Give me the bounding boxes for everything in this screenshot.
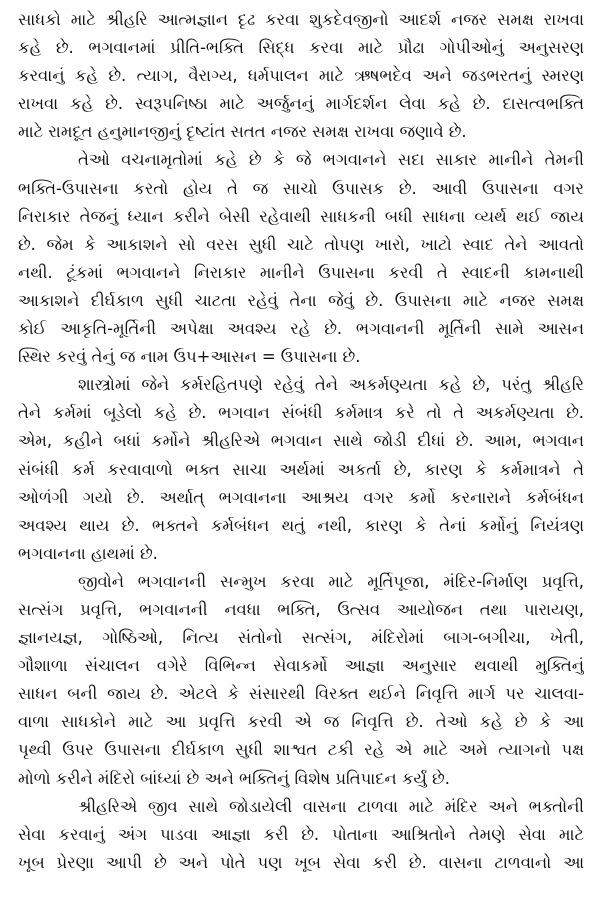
- text-line: ઓળંગી ગયો છે. અર્થાત્ ભગવાનના આશ્રય વગર કર્મો કરનારાને કર્મબંધન: [18, 487, 584, 507]
- text-line: ખૂબ પ્રેરણા આપી છે અને પોતે પણ ખૂબ સેવા કરી છે. વાસના ટાળવાનો આ: [18, 852, 584, 872]
- text-line: નિરાકાર તેજનું ધ્યાન કરીને બેસી રહેવાથી સાધકની બધી સાધના વ્યર્થ થઈ જાય: [18, 206, 584, 226]
- text-line: મોળો કરીને મંદિરો બાંધ્યાં છે અને ભક્તિનું વિશેષ પ્રતિપાદન કર્યું છે.: [18, 768, 450, 788]
- text-line: સંબંધી કર્મ કરવાવાળો ભક્ત સાચા અર્થમાં અકર્તા છે, કારણ કે કર્મમાત્રને તે: [18, 459, 584, 479]
- text-line: શ્રીહરિએ જીવ સાથે જોડાયેલી વાસના ટાળવા માટે મંદિર અને ભક્તોની: [78, 796, 584, 816]
- text-line: સ્થિર કરવું તેનું જ નામ ઉપ+આસન = ઉપાસના છે.: [18, 347, 361, 367]
- text-line: છે. જેમ કે આકાશને સો વરસ સુધી ચાટે તોપણ ખારો, ખાટો સ્વાદ તેને આવતો: [18, 234, 584, 254]
- text-line: સાધકો માટે શ્રીહરિ આત્મજ્ઞાન દૃઢ કરવા શુકદેવજીનો આદર્શ નજર સમક્ષ રાખવા: [18, 10, 584, 29]
- paragraph-5: [18, 793, 584, 877]
- paragraph-2: [18, 146, 584, 371]
- text-line: સેવા કરવાનું અંગ પાડવા આજ્ઞા કરી છે. પોતાના આશ્રિતોને તેમણે સેવા માટે: [18, 824, 584, 844]
- text-line: જ્ઞાનયજ્ઞ, ગોષ્ઠિઓ, નિત્ય સંતોનો સત્સંગ, મંદિરોમાં બાગ-બગીચા, ખેતી,: [18, 628, 584, 648]
- text-line: તેને કર્મમાં બૂડેલો કહે છે. ભગવાન સંબંધી કર્મમાત્ર કરે તો તે અકર્મણ્યતા છે.: [18, 403, 584, 423]
- text-line: ભગવાનના હાથમાં છે.: [18, 543, 158, 563]
- text-line: આકાશને દીર્ઘકાળ સુધી ચાટતા રહેવું તેના જેવું છે. ઉપાસના માટે નજર સમક્ષ: [18, 290, 584, 310]
- text-line: એમ, કહીને બધાં કર્મોને શ્રીહરિએ ભગવાન સાથે જોડી દીધાં છે. આમ, ભગવાન: [18, 431, 584, 451]
- text-line: અવશ્ય થાય છે. ભક્તને કર્મબંધન થતું નથી, કારણ કે તેનાં કર્મોનું નિયંત્રણ: [18, 515, 584, 535]
- text-line: ભક્તિ-ઉપાસના કરતો હોય તે જ સાચો ઉપાસક છે. આવી ઉપાસના વગર: [18, 178, 584, 198]
- document-page: [18, 6, 584, 914]
- text-line: શાસ્ત્રોમાં જેને કર્મરહિતપણે રહેવું તેને અકર્મણ્યતા કહે છે, પરંતુ શ્રીહરિ: [78, 375, 584, 395]
- text-line: ગૌશાળા સંચાલન વગેરે વિભિન્ન સેવાકર્મો આજ્ઞા અનુસાર થવાથી મુક્તિનું: [18, 656, 584, 676]
- text-line: નથી. ટૂંકમાં ભગવાનને નિરાકાર માનીને ઉપાસના કરવી તે સ્વાદની કામનાથી: [18, 262, 584, 282]
- text-line: જીવોને ભગવાનની સન્મુખ કરવા માટે મૂર્તિપૂજા, મંદિર-નિર્માણ પ્રવૃત્તિ,: [78, 571, 584, 591]
- text-line: કોઈ આકૃતિ-મૂર્તિની અપેક્ષા અવશ્ય રહે છે. ભગવાનની મૂર્તિની સામે આસન: [18, 319, 584, 339]
- text-line: રાખવા કહે છે. સ્વરૂપનિષ્ઠા માટે અર્જુનનું માર્ગદર્શન લેવા કહે છે. દાસત્વભક્તિ: [18, 94, 584, 114]
- text-line: કહે છે. ભગવાનમાં પ્રીતિ-ભક્તિ સિદ્ધ કરવા માટે પ્રૌઢા ગોપીઓનું અનુસરણ: [18, 38, 584, 58]
- paragraph-4: [18, 568, 584, 793]
- paragraph-1: [18, 6, 584, 146]
- text-line: પૃથ્વી ઉપર ઉપાસના દીર્ઘકાળ સુધી શાશ્વત ટકી રહે એ માટે અમે ત્યાગનો પક્ષ: [18, 740, 584, 760]
- text-line: સાધન બની જાય છે. એટલે કે સંસારથી વિરક્ત થઈને નિવૃત્તિ માર્ગ પર ચાલવા-: [18, 684, 584, 704]
- text-line: વાળા સાધકોને માટે આ પ્રવૃત્તિ કરવી એ જ નિવૃત્તિ છે. તેઓ કહે છે કે આ: [18, 712, 584, 732]
- text-line: કરવાનું કહે છે. ત્યાગ, વૈરાગ્ય, ધર્મપાલન માટે ઋષભદેવ અને જડભરતનું સ્મરણ: [18, 66, 584, 86]
- text-line: તેઓ વચનામૃતોમાં કહે છે કે જે ભગવાનને સદા સાકાર માનીને તેમની: [78, 150, 584, 170]
- paragraph-3: [18, 371, 584, 568]
- text-line: સત્સંગ પ્રવૃત્તિ, ભગવાનની નવધા ભક્તિ, ઉત્સવ આયોજન તથા પારાયણ,: [18, 599, 584, 619]
- text-line: માટે રામદૂત હનુમાનજીનું દૃષ્ટાંત સતત નજર સમક્ષ રાખવા જણાવે છે.: [18, 122, 467, 142]
